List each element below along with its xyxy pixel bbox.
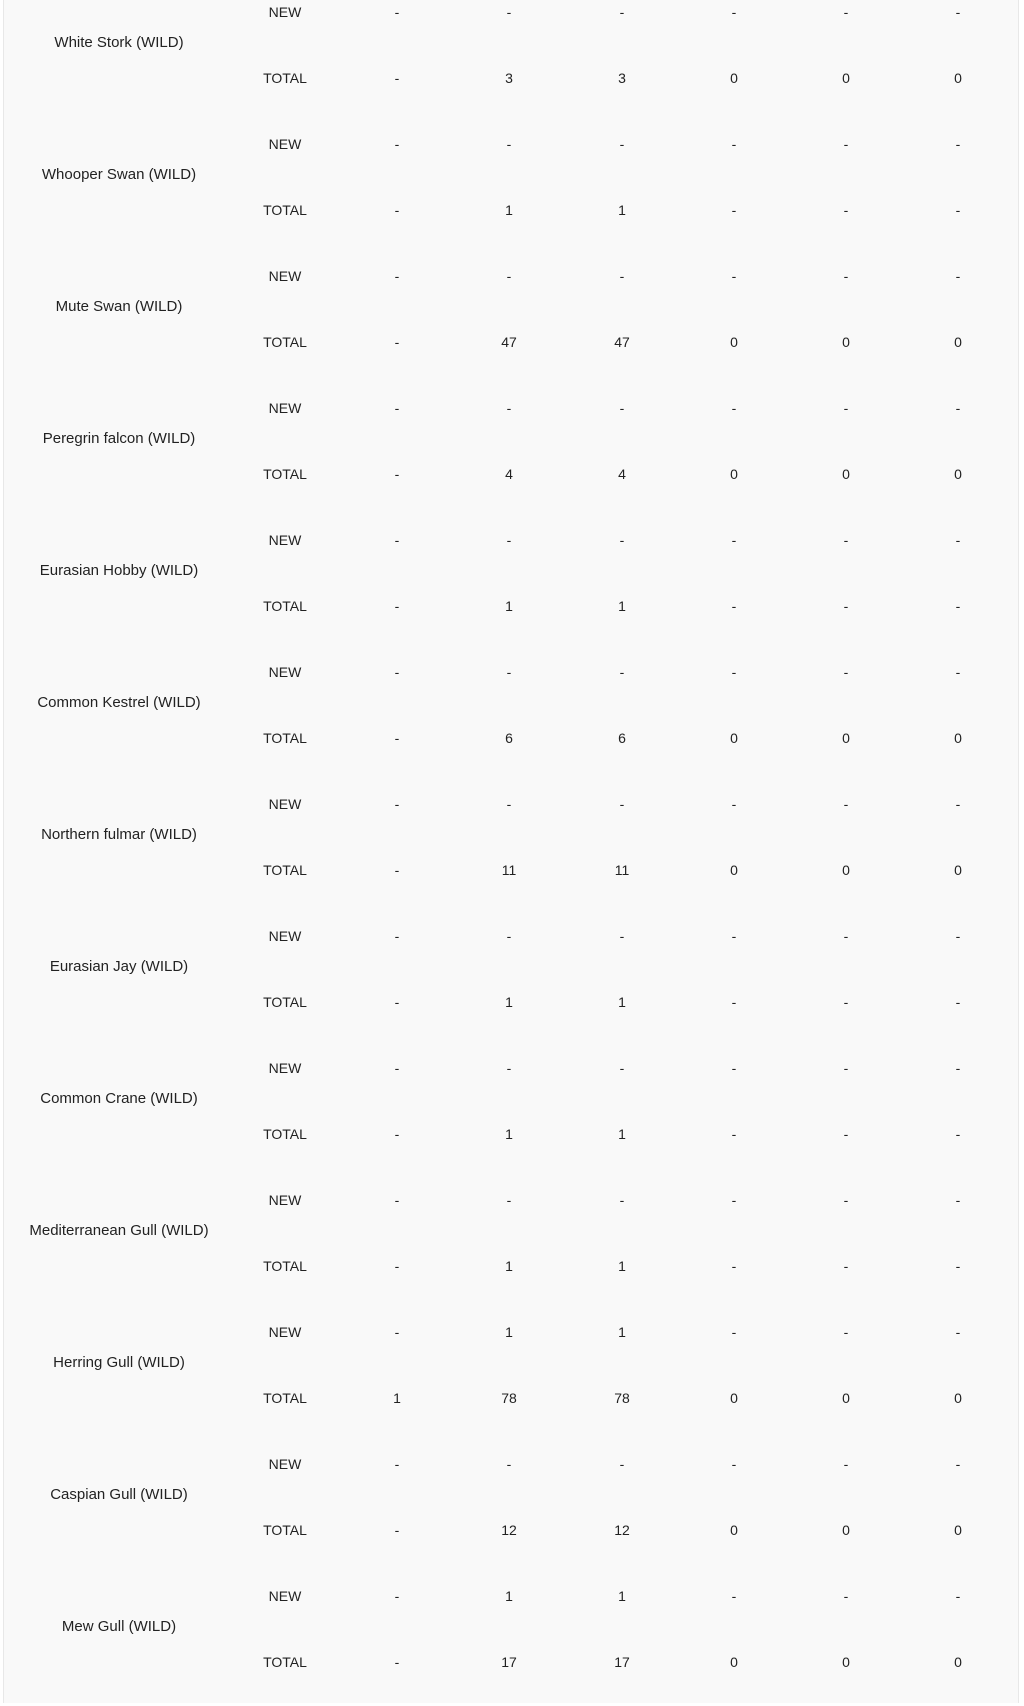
table-cell: - <box>506 136 512 152</box>
table-cell: 0 <box>954 334 962 350</box>
species-name: Caspian Gull (WILD) <box>50 1486 188 1503</box>
species-group <box>4 0 1018 122</box>
table-cell: - <box>731 664 737 680</box>
table-cell: - <box>843 1324 849 1340</box>
table-cell: - <box>506 1456 512 1472</box>
table-cell: - <box>619 136 625 152</box>
table-row-total <box>4 330 1018 354</box>
table-cell: - <box>843 796 849 812</box>
table-cell: - <box>731 400 737 416</box>
table-cell: - <box>394 1456 400 1472</box>
table-row-total <box>4 1518 1018 1542</box>
table-cell: 4 <box>618 466 626 482</box>
species-group <box>4 122 1018 254</box>
table-cell: 11 <box>614 862 630 878</box>
table-cell: - <box>506 268 512 284</box>
row-type-label: TOTAL <box>263 1390 307 1406</box>
species-group <box>4 650 1018 782</box>
table-cell: - <box>843 994 849 1010</box>
row-type-label: TOTAL <box>263 202 307 218</box>
table-cell: 1 <box>618 1126 626 1142</box>
table-row-total <box>4 198 1018 222</box>
table-row-new <box>4 1056 1018 1080</box>
row-type-label: TOTAL <box>263 1258 307 1274</box>
table-cell: 0 <box>730 862 738 878</box>
table-cell: 3 <box>505 70 513 86</box>
table-cell: 0 <box>730 730 738 746</box>
species-group <box>4 782 1018 914</box>
table-cell: 0 <box>842 1654 850 1670</box>
species-name: Peregrin falcon (WILD) <box>42 430 196 447</box>
table-cell: - <box>731 1060 737 1076</box>
table-cell: - <box>843 202 849 218</box>
table-cell: - <box>731 598 737 614</box>
table-cell: 0 <box>730 334 738 350</box>
table-row-total <box>4 594 1018 618</box>
table-cell: - <box>955 268 961 284</box>
row-type-label: TOTAL <box>263 1522 307 1538</box>
table-row-new <box>4 660 1018 684</box>
table-cell: 17 <box>501 1654 517 1670</box>
species-group <box>4 1442 1018 1574</box>
table-cell: 11 <box>501 862 517 878</box>
table-cell: 0 <box>954 1654 962 1670</box>
table-cell: 78 <box>614 1390 630 1406</box>
species-name: Northern fulmar (WILD) <box>41 826 197 843</box>
table-cell: - <box>843 1258 849 1274</box>
table-cell: 78 <box>501 1390 517 1406</box>
row-type-label: NEW <box>268 1324 302 1340</box>
species-name: Whooper Swan (WILD) <box>41 166 197 183</box>
table-cell: - <box>955 1588 961 1604</box>
row-type-label: TOTAL <box>263 994 307 1010</box>
table-cell: - <box>955 928 961 944</box>
table-cell: - <box>955 1192 961 1208</box>
species-group <box>4 254 1018 386</box>
table-cell: - <box>506 1060 512 1076</box>
table-cell: - <box>506 1192 512 1208</box>
table-cell: 0 <box>730 1654 738 1670</box>
table-row-total <box>4 1254 1018 1278</box>
table-cell: 1 <box>505 598 513 614</box>
species-name: Mew Gull (WILD) <box>61 1618 177 1635</box>
table-cell: - <box>394 334 400 350</box>
table-cell: - <box>619 1456 625 1472</box>
row-type-label: NEW <box>268 400 302 416</box>
row-type-label: NEW <box>268 532 302 548</box>
table-cell: - <box>843 1192 849 1208</box>
table-cell: - <box>955 4 961 20</box>
table-cell: - <box>506 796 512 812</box>
table-cell: - <box>394 532 400 548</box>
row-type-label: NEW <box>268 664 302 680</box>
table-row-new <box>4 1452 1018 1476</box>
table-cell: 0 <box>842 334 850 350</box>
species-name: Common Kestrel (WILD) <box>37 694 201 711</box>
table-row-new <box>4 264 1018 288</box>
table-cell: 6 <box>505 730 513 746</box>
table-row-new <box>4 1188 1018 1212</box>
table-cell: - <box>619 532 625 548</box>
row-type-label: TOTAL <box>263 466 307 482</box>
table-cell: - <box>731 532 737 548</box>
table-cell: - <box>731 202 737 218</box>
row-type-label: NEW <box>268 796 302 812</box>
species-group <box>4 914 1018 1046</box>
table-row-total <box>4 1122 1018 1146</box>
table-cell: - <box>843 598 849 614</box>
species-name: Common Crane (WILD) <box>40 1090 198 1107</box>
table-cell: - <box>394 598 400 614</box>
table-cell: - <box>955 202 961 218</box>
table-cell: - <box>731 928 737 944</box>
species-table <box>3 0 1019 1703</box>
row-type-label: TOTAL <box>263 862 307 878</box>
table-cell: 1 <box>393 1390 401 1406</box>
table-cell: - <box>394 136 400 152</box>
table-row-total <box>4 1650 1018 1674</box>
row-type-label: NEW <box>268 136 302 152</box>
table-row-new <box>4 1584 1018 1608</box>
table-cell: 1 <box>618 598 626 614</box>
table-cell: - <box>955 1258 961 1274</box>
row-type-label: TOTAL <box>263 70 307 86</box>
table-cell: - <box>619 4 625 20</box>
table-cell: 47 <box>614 334 630 350</box>
table-cell: - <box>843 136 849 152</box>
table-cell: - <box>731 1588 737 1604</box>
table-cell: - <box>843 928 849 944</box>
table-cell: - <box>731 1258 737 1274</box>
table-cell: - <box>843 664 849 680</box>
table-row-new <box>4 1320 1018 1344</box>
row-type-label: TOTAL <box>263 334 307 350</box>
table-cell: - <box>394 70 400 86</box>
table-cell: 0 <box>954 862 962 878</box>
table-cell: - <box>394 1588 400 1604</box>
table-cell: - <box>619 928 625 944</box>
species-group <box>4 1574 1018 1706</box>
table-cell: - <box>843 1060 849 1076</box>
table-cell: - <box>619 796 625 812</box>
table-cell: - <box>394 1060 400 1076</box>
table-cell: - <box>731 1456 737 1472</box>
table-cell: - <box>843 1588 849 1604</box>
table-cell: - <box>394 664 400 680</box>
row-type-label: NEW <box>268 1588 302 1604</box>
table-cell: - <box>506 4 512 20</box>
row-type-label: NEW <box>268 268 302 284</box>
table-cell: - <box>843 268 849 284</box>
table-row-total <box>4 858 1018 882</box>
table-cell: - <box>955 400 961 416</box>
table-cell: - <box>394 730 400 746</box>
table-cell: 0 <box>842 70 850 86</box>
table-cell: - <box>394 1654 400 1670</box>
table-cell: - <box>394 796 400 812</box>
table-row-total <box>4 990 1018 1014</box>
table-cell: - <box>506 532 512 548</box>
table-cell: - <box>619 1060 625 1076</box>
table-cell: - <box>843 4 849 20</box>
row-type-label: NEW <box>268 1192 302 1208</box>
table-cell: 0 <box>954 730 962 746</box>
table-cell: 1 <box>505 994 513 1010</box>
table-cell: - <box>394 1258 400 1274</box>
table-cell: - <box>731 994 737 1010</box>
table-cell: - <box>843 1126 849 1142</box>
table-cell: - <box>394 466 400 482</box>
table-row-new <box>4 792 1018 816</box>
table-cell: 1 <box>505 1126 513 1142</box>
table-cell: 1 <box>618 202 626 218</box>
table-cell: - <box>955 994 961 1010</box>
table-cell: 0 <box>954 466 962 482</box>
species-group <box>4 1310 1018 1442</box>
table-cell: - <box>955 1126 961 1142</box>
table-cell: - <box>394 268 400 284</box>
table-cell: 0 <box>842 1522 850 1538</box>
table-cell: - <box>619 400 625 416</box>
table-cell: - <box>394 202 400 218</box>
table-cell: - <box>394 4 400 20</box>
table-cell: - <box>955 1456 961 1472</box>
table-cell: 1 <box>505 1588 513 1604</box>
species-group <box>4 518 1018 650</box>
table-cell: - <box>731 1192 737 1208</box>
species-name: Eurasian Jay (WILD) <box>49 958 189 975</box>
row-type-label: TOTAL <box>263 1654 307 1670</box>
table-cell: 0 <box>842 466 850 482</box>
table-cell: - <box>394 1126 400 1142</box>
table-cell: 1 <box>618 1258 626 1274</box>
table-row-new <box>4 924 1018 948</box>
species-name: Mute Swan (WILD) <box>55 298 183 315</box>
table-cell: - <box>955 598 961 614</box>
row-type-label: TOTAL <box>263 730 307 746</box>
table-cell: - <box>394 400 400 416</box>
table-cell: - <box>731 1324 737 1340</box>
table-row-new <box>4 0 1018 24</box>
table-cell: 0 <box>730 466 738 482</box>
row-type-label: NEW <box>268 1060 302 1076</box>
table-cell: - <box>843 400 849 416</box>
species-name: Mediterranean Gull (WILD) <box>29 1222 209 1239</box>
table-row-total <box>4 66 1018 90</box>
table-cell: 12 <box>614 1522 630 1538</box>
table-cell: 17 <box>614 1654 630 1670</box>
table-cell: - <box>731 4 737 20</box>
species-name: White Stork (WILD) <box>54 34 184 51</box>
table-cell: - <box>731 1126 737 1142</box>
table-cell: 1 <box>505 202 513 218</box>
table-cell: 1 <box>505 1324 513 1340</box>
table-cell: 3 <box>618 70 626 86</box>
table-cell: - <box>843 532 849 548</box>
table-cell: - <box>955 796 961 812</box>
table-cell: 0 <box>954 1522 962 1538</box>
table-row-total <box>4 1386 1018 1410</box>
table-cell: 1 <box>618 1588 626 1604</box>
table-cell: 0 <box>730 1390 738 1406</box>
table-cell: - <box>394 862 400 878</box>
table-row-new <box>4 132 1018 156</box>
table-cell: - <box>955 664 961 680</box>
table-cell: 0 <box>730 1522 738 1538</box>
table-cell: - <box>955 136 961 152</box>
table-cell: 1 <box>505 1258 513 1274</box>
table-cell: 4 <box>505 466 513 482</box>
table-cell: - <box>394 1192 400 1208</box>
table-cell: - <box>955 1324 961 1340</box>
table-cell: 1 <box>618 1324 626 1340</box>
table-row-new <box>4 396 1018 420</box>
species-name: Eurasian Hobby (WILD) <box>39 562 199 579</box>
table-row-total <box>4 462 1018 486</box>
table-cell: 0 <box>842 862 850 878</box>
table-cell: - <box>394 1324 400 1340</box>
row-type-label: NEW <box>268 1456 302 1472</box>
table-cell: - <box>506 400 512 416</box>
row-type-label: TOTAL <box>263 598 307 614</box>
table-cell: - <box>394 928 400 944</box>
table-cell: - <box>731 796 737 812</box>
row-type-label: NEW <box>268 928 302 944</box>
table-row-new <box>4 528 1018 552</box>
table-row-total <box>4 726 1018 750</box>
table-cell: 1 <box>618 994 626 1010</box>
table-cell: - <box>394 1522 400 1538</box>
row-type-label: TOTAL <box>263 1126 307 1142</box>
table-cell: 0 <box>842 730 850 746</box>
table-cell: 6 <box>618 730 626 746</box>
species-group <box>4 386 1018 518</box>
table-cell: 0 <box>954 1390 962 1406</box>
table-cell: - <box>506 928 512 944</box>
table-cell: - <box>619 1192 625 1208</box>
table-cell: 0 <box>842 1390 850 1406</box>
table-cell: - <box>731 136 737 152</box>
table-cell: - <box>619 664 625 680</box>
species-group <box>4 1046 1018 1178</box>
table-cell: - <box>955 532 961 548</box>
table-cell: - <box>731 268 737 284</box>
table-cell: 12 <box>501 1522 517 1538</box>
table-cell: 0 <box>730 70 738 86</box>
row-type-label: NEW <box>268 4 302 20</box>
table-cell: 0 <box>954 70 962 86</box>
species-name: Herring Gull (WILD) <box>53 1354 185 1371</box>
table-cell: - <box>506 664 512 680</box>
table-cell: - <box>394 994 400 1010</box>
table-cell: 47 <box>501 334 517 350</box>
table-cell: - <box>619 268 625 284</box>
species-group <box>4 1178 1018 1310</box>
table-cell: - <box>843 1456 849 1472</box>
table-cell: - <box>955 1060 961 1076</box>
